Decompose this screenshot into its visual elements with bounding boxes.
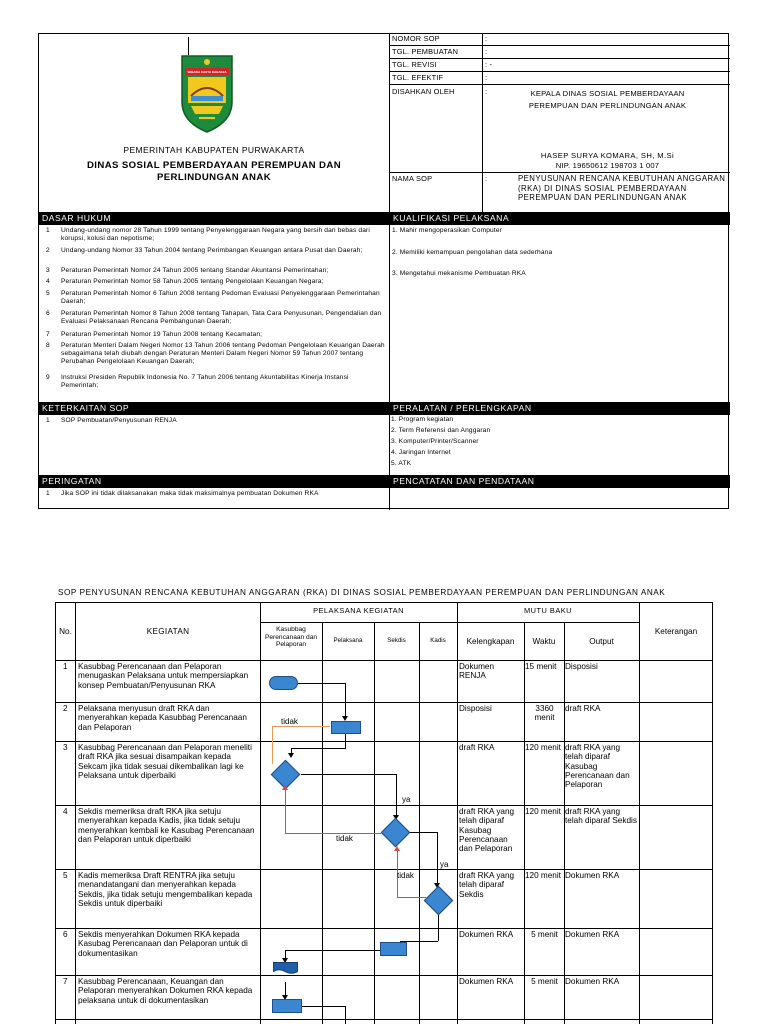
feedback-line [272,726,330,727]
row-waktu: 120 menit [525,871,561,880]
row-kelengkapan: draft RKA [459,743,495,752]
connector-line [438,915,439,941]
row-output: draft RKA [565,704,601,713]
flow-col-line [374,622,375,1024]
flow-border-left [55,602,56,1024]
row-waktu: 120 menit [525,743,561,752]
flow-col-line [75,602,76,1024]
row-kegiatan: Kasubbag Perencanaan dan Pelaporan meneliti draft RKA jika sesuai disampaikan kepada Sekcam jika tidak sesuai dikembalikan lagi ke Pelaksana untuk diperbaiki [78,743,252,780]
kualifikasi-item: 1. Mahir mengoperasikan Computer [392,227,502,234]
lower-divider [389,212,390,510]
logo-banner-text: WIBAWA KARTA RAHARJA [187,70,227,74]
row-no: 3 [63,743,68,752]
row-output: draft RKA yang telah diparaf Sekdis [565,807,637,826]
label-tidak: tidak [336,834,353,843]
row-waktu: 3360 menit [534,704,555,723]
actor-sekdis: Sekdis [387,637,406,644]
flow-title: SOP PENYUSUNAN RENCANA KEBUTUHAN ANGGARAN (RKA) DI DINAS SOSIAL PEMBERDAYAAN PEREMPUAN DAN PERLINDUNGAN ANAK [58,588,666,597]
header-kelengkapan: Kelengkapan [466,637,515,646]
arrow-up-icon [394,846,400,851]
flow-row-line [55,928,713,929]
row-output: Dokumen RKA [565,977,620,986]
connector-line [298,683,346,684]
connector-line [437,832,438,885]
signer-name: HASEP SURYA KOMARA, SH, M.Si [540,151,675,160]
flow-row-line [55,805,713,806]
flow-row-line [55,702,713,703]
arrow-up-icon [282,785,288,790]
peralatan-item: 3. Komputer/Printer/Scanner [391,438,479,445]
nama-sop-colon: : [485,175,488,183]
row-output: draft RKA yang telah diparaf Kasubag Perencanaan dan Pelaporan [565,743,630,790]
arrow-down-icon [288,753,294,758]
peralatan-item: 2. Term Referensi dan Anggaran [391,427,491,434]
header-output: Output [589,637,614,646]
meta-row-nomor [390,34,730,46]
row-no: 1 [63,662,68,671]
header-keterangan: Keterangan [654,627,698,636]
row-no: 6 [63,930,68,939]
row-kelengkapan: draft RKA yang telah diparaf Kasubag Perencanaan dan Pelaporan [459,807,515,854]
disahkan-colon: : [485,88,488,96]
header-pelaksana: PELAKSANA KEGIATAN [313,606,404,615]
pencatatan-heading: PENCATATAN DAN PENDATAAN [390,475,730,488]
nomor-label: NOMOR SOP [392,35,440,43]
nomor-value: : [485,35,488,43]
header-mutu-baku: MUTU BAKU [523,606,573,615]
label-tidak: tidak [397,871,414,880]
row-waktu: 15 menit [525,662,557,671]
flow-col-line [524,622,525,1024]
peringatan-list: 1 Jika SOP ini tidak dilaksanakan maka tidak maksimalnya pembuatan Dokumen RKA [46,490,319,497]
connector-line [302,1006,346,1007]
purwakarta-crest-logo [179,54,235,134]
connector-line [410,832,438,833]
row-no: 4 [63,807,68,816]
flow-border-top [55,602,713,603]
flow-row-line [55,869,713,870]
connector-line [345,1006,346,1024]
flow-col-line [457,602,458,1024]
process-box-step7 [272,999,302,1013]
row-kelengkapan: draft RKA yang telah diparaf Sekdis [459,871,515,899]
peralatan-item: 5. ATK [391,460,412,467]
connector-line [345,683,346,719]
nama-sop-label: NAMA SOP [392,175,433,183]
kualifikasi-item: 2. Memiliki kemampuan pengolahan data sederhana [392,249,553,256]
row-output: Dokumen RKA [565,871,620,880]
actor-kasubbag: Kasubbag Perencanaan dan Pelaporan [264,626,318,649]
sop-header-sheet [38,33,729,509]
org-name: PEMERINTAH KABUPATEN PURWAKARTA [123,145,305,155]
label-tidak: tidak [281,717,298,726]
kualifikasi-item: 3. Mengetahui mekanisme Pembuatan RKA [392,270,526,277]
disahkan-title: KEPALA DINAS SOSIAL PEMBERDAYAAN PEREMPUAN DAN PERLINDUNGAN ANAK [528,89,687,110]
flow-border-right [712,602,713,1024]
feedback-line [397,897,426,898]
header-waktu: Waktu [532,637,556,646]
disahkan-label: DISAHKAN OLEH [392,88,455,96]
dept-name: DINAS SOSIAL PEMBERDAYAAN PEREMPUAN DAN PERLINDUNGAN ANAK [86,160,342,183]
row-kelengkapan: Dokumen RENJA [459,662,495,681]
process-box-step2 [331,721,361,734]
row-waktu: 5 menit [531,977,558,986]
logo-marker-line [188,37,189,55]
revisi-value: : - [485,61,493,69]
row-kegiatan: Sekdis menyerahkan Dokumen RKA kepada Kasubag Perencanaan dan Pelaporan untuk di dokumentasikan [78,930,248,958]
row-no: 2 [63,704,68,713]
document-shape [273,962,298,975]
peralatan-item: 4. Jaringan Internet [391,449,451,456]
flow-table [55,602,713,1024]
flow-col-line [639,602,640,1024]
efektif-label: TGL. EFEKTIF [392,74,444,82]
label-ya: ya [440,860,449,869]
row-kegiatan: Kadis memeriksa Draft RENTRA jika setuju menandatangani dan menyerahkan kepada Sekdis, jika tidak setuju mengembalikan kepada Sekdis untuk diperbaiki [78,871,253,908]
flow-row-line [55,1019,713,1020]
row-no: 5 [63,871,68,880]
dasar-hukum-heading: DASAR HUKUM [39,212,389,225]
connector-line [285,950,380,951]
header-kegiatan: KEGIATAN [146,627,190,636]
row-waktu: 5 menit [531,930,558,939]
row-kegiatan: Kasubbag Perencanaan dan Pelaporan menugaskan Pelaksana untuk mempersiapkan konsep Pembuatan/Penyusunan RKA [78,662,249,690]
flow-row-line [55,660,713,661]
connector-line [345,734,346,748]
efektif-value: : [485,74,488,82]
decision-diamond-sekdis [381,818,411,848]
header-no: No. [59,627,72,636]
row-kegiatan: Sekdis memeriksa draft RKA jika setuju menyerahkan kepada Kadis, jika tidak setuju menyerahkan kembali ke Kasubag Perencanaan dan Pelaporan untuk diperbaiki [78,807,255,844]
process-box-step6 [380,942,407,956]
actor-kadis: Kadis [430,637,446,644]
row-output: Dokumen RKA [565,930,620,939]
decision-diamond-kadis [424,886,454,916]
revisi-label: TGL. REVISI [392,61,437,69]
signer-nip: NIP. 19650612 198703 1 007 [555,161,660,170]
actor-pelaksana: Pelaksana [333,637,363,644]
row-waktu: 120 menit [525,807,561,816]
flow-col-line [419,622,420,1024]
peralatan-item: 1. Program kegiatan [391,416,454,423]
feedback-line [272,726,273,764]
flow-row-line [55,975,713,976]
kualifikasi-heading: KUALIFIKASI PELAKSANA [390,212,730,225]
start-terminator-shape [269,676,298,690]
connector-line [291,748,346,749]
row-kelengkapan: Dokumen RKA [459,977,514,986]
keterkaitan-heading: KETERKAITAN SOP [39,402,389,415]
peringatan-heading: PERINGATAN [39,475,389,488]
connector-line [396,774,397,817]
feedback-line [285,833,381,834]
row-kegiatan: Kasubbag Perencanaan, Keuangan dan Pelaporan menyerahkan Dokumen RKA kepada pelaksana untuk di dokumentasikan [78,977,253,1005]
row-no: 7 [63,977,68,986]
keterkaitan-list: 1 SOP Pembuatan/Penyusunan RENJA [46,417,177,424]
row-kelengkapan: Disposisi [459,704,492,713]
label-ya: ya [402,795,411,804]
flow-col-line [260,602,261,1024]
flow-row-line [55,741,713,742]
dasar-hukum-list: 1 Undang-undang nomor 28 Tahun 1999 tentang Penyelenggaraan Negara yang bersih dan bebas dari korupsi, kolusi dan nepotisme; 2 Undang-undang Nomor 33 Tahun 2004 tentang Perimbangan Keuangan antara Pusat dan Daerah; 3 Peraturan Pemerintah Nomor 24 Tahun 2005 tentang Standar Akuntansi Pemerintahan; 4 Peraturan Pemerintah Nomor 58 Tahun 2005 tentang Pengelolaan Keuangan Negara; 5 Peraturan Pemerintah Nomor 6 Tahun 2008 tentang Pedoman Evaluasi Penyelenggaraan Pemerintahan Daerah; 6 Peraturan Pemerintah Nomor 8 Tahun 2008 tentang Tahapan, Tata Cara Penyusunan, Pengendalian dan Evaluasi Pelaksanaan Rencana Pembangunan Daerah; 7 Peraturan Pemerintah Nomor 19 Tahun 2008 tentang Kecamatan; 8 Peraturan Menteri Dalam Negeri Nomor 13 Tahun 2006 tentang Pedoman Pengelolaan Keuangan Daerah sebagaimana telah diubah dengan Peraturan Menteri Dalam Negeri Nomor 59 Tahun 2007 tentang Perubahan Pengelolaan Keuangan Daerah; 9 Instruksi Presiden Republik Indonesia No. 7 Tahun 2006 tentang Akuntabilitas Kinerja Instansi Pemerintah; [46,227,385,390]
peralatan-heading: PERALATAN / PERLENGKAPAN [390,402,730,415]
row-kegiatan: Pelaksana menyusun draft RKA dan menyerahkan kepada Kasubbag Perencanaan dan Pelaporan [78,704,247,732]
connector-line [301,774,397,775]
nama-sop-value: PENYUSUNAN RENCANA KEBUTUHAN ANGGARAN (RKA) DI DINAS SOSIAL PEMBERDAYAAN PEREMPUAN DAN PERLINDUNGAN ANAK [518,174,726,203]
flow-subheader-line [260,622,639,623]
meta-row-revisi [390,59,730,72]
pembuatan-value: : [485,48,488,56]
row-kelengkapan: Dokumen RKA [459,930,514,939]
feedback-line [285,788,286,834]
pembuatan-label: TGL. PEMBUATAN [392,48,459,56]
row-output: Disposisi [565,662,598,671]
